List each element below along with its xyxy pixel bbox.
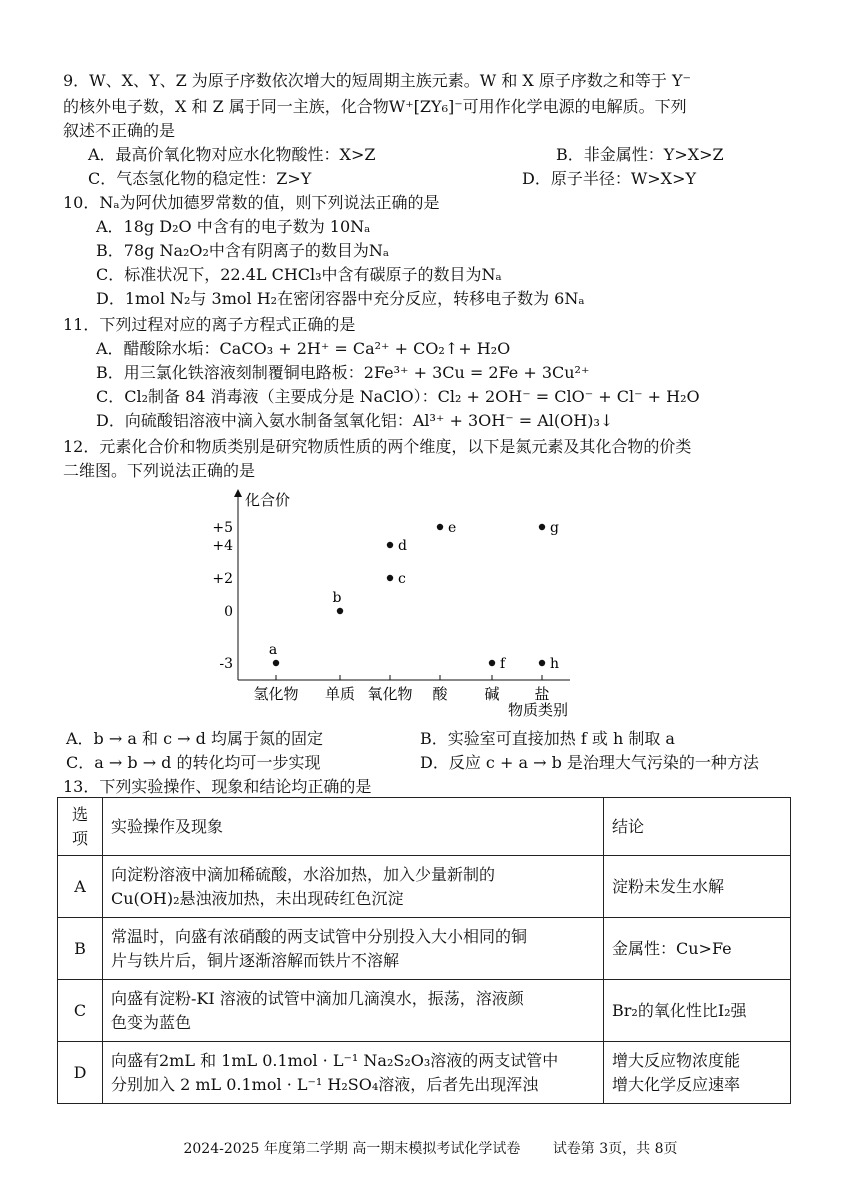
x-tick-label: 氧化物 xyxy=(367,685,413,703)
conclusion-line: 增大化学反应速率 xyxy=(612,1074,741,1094)
table-header-row xyxy=(58,798,791,856)
q12-stem-line1: 12．元素化合价和物质类别是研究物质性质的两个维度，以下是氮元素及其化合物的价类 xyxy=(63,437,692,456)
operation-line: Cu(OH)₂悬浊液加热，未出现砖红色沉淀 xyxy=(111,888,404,908)
q10-option-a: A．18g D₂O 中含有的电子数为 10Nₐ xyxy=(96,217,371,236)
q10-option-c: C．标准状况下，22.4L CHCl₃中含有碳原子的数目为Nₐ xyxy=(96,265,502,284)
operation-line: 片与铁片后，铜片逐渐溶解而铁片不溶解 xyxy=(111,950,400,970)
point-label-d: d xyxy=(398,538,407,554)
q10-option-d: D．1mol N₂与 3mol H₂在密闭容器中充分反应，转移电子数为 6Nₐ xyxy=(96,289,585,308)
q9-option-c: C．气态氢化物的稳定性：Z>Y xyxy=(88,169,312,188)
conclusion-line: 淀粉未发生水解 xyxy=(612,876,725,896)
q9-option-b: B．非金属性：Y>X>Z xyxy=(556,145,724,164)
header-conclusion: 结论 xyxy=(604,798,791,856)
point-label-h: h xyxy=(550,656,560,672)
operation-line: 向盛有淀粉-KI 溶液的试管中滴加几滴溴水，振荡，溶液颜 xyxy=(111,988,524,1008)
page-footer xyxy=(0,1138,861,1158)
q13-stem: 13．下列实验操作、现象和结论均正确的是 xyxy=(63,777,372,796)
point-g xyxy=(539,524,545,530)
operation-line: 色变为蓝色 xyxy=(111,1012,192,1032)
row-conclusion xyxy=(604,1042,791,1104)
footer-page-number: 试卷第 3页，共 8页 xyxy=(552,1141,678,1157)
row-conclusion xyxy=(604,980,791,1042)
operation-line: 常温时，向盛有浓硝酸的两支试管中分别投入大小相同的铜 xyxy=(111,926,528,946)
operation-line: 向淀粉溶液中滴加稀硫酸，水浴加热，加入少量新制的 xyxy=(111,864,496,884)
point-c xyxy=(387,575,393,581)
point-label-e: e xyxy=(448,520,457,536)
table-row xyxy=(58,856,791,918)
q11-option-b: B．用三氯化铁溶液刻制覆铜电路板：2Fe³⁺ + 3Cu = 2Fe + 3Cu²⁺ xyxy=(96,363,590,382)
y-tick-label: +4 xyxy=(212,538,233,554)
q12-option-a: A．b → a 和 c → d 均属于氮的固定 xyxy=(66,729,323,748)
q12-option-c: C．a → b → d 的转化均可一步实现 xyxy=(66,753,321,772)
row-operation xyxy=(103,856,604,918)
row-conclusion xyxy=(604,856,791,918)
operation-line: 分别加入 2 mL 0.1mol · L⁻¹ H₂SO₄溶液，后者先出现浑浊 xyxy=(111,1074,539,1094)
point-a xyxy=(273,660,279,666)
q11-option-c: C．Cl₂制备 84 消毒液（主要成分是 NaClO）：Cl₂ + 2OH⁻ = ClO⁻ + Cl⁻ + H₂O xyxy=(96,387,700,406)
experiment-table xyxy=(57,797,791,1104)
q12-option-b: B．实验室可直接加热 f 或 h 制取 a xyxy=(420,729,675,748)
y-axis-label: 化合价 xyxy=(245,491,291,509)
row-option: B xyxy=(58,918,103,980)
q11-option-a: A．醋酸除水垢：CaCO₃ + 2H⁺ = Ca²⁺ + CO₂↑+ H₂O xyxy=(96,339,511,358)
point-label-f: f xyxy=(500,656,506,672)
table-row xyxy=(58,918,791,980)
q9-option-d: D．原子半径：W>X>Y xyxy=(522,169,697,188)
q12-stem-line2: 二维图。下列说法正确的是 xyxy=(63,461,256,480)
row-option: D xyxy=(58,1042,103,1104)
row-operation xyxy=(103,918,604,980)
point-label-g: g xyxy=(550,520,559,536)
q12-option-d: D．反应 c + a → b 是治理大气污染的一种方法 xyxy=(420,753,759,772)
point-b xyxy=(337,608,343,614)
conclusion-line: 增大反应物浓度能 xyxy=(612,1050,741,1070)
q11-stem: 11．下列过程对应的离子方程式正确的是 xyxy=(63,315,356,334)
q11-option-d: D．向硫酸铝溶液中滴入氨水制备氢氧化铝：Al³⁺ + 3OH⁻ = Al(OH)₃↓ xyxy=(96,411,614,430)
row-conclusion xyxy=(604,918,791,980)
header-operation: 实验操作及现象 xyxy=(103,798,604,856)
y-tick-label: 0 xyxy=(224,604,233,620)
point-d xyxy=(387,542,393,548)
q10-option-b: B．78g Na₂O₂中含有阴离子的数目为Nₐ xyxy=(96,241,390,260)
q9-stem-line2: 的核外电子数，X 和 Z 属于同一主族，化合物W⁺[ZY₆]⁻可用作化学电源的电解质。下列 xyxy=(63,97,687,116)
q9-stem-line1: 9．W、X、Y、Z 为原子序数依次增大的短周期主族元素。W 和 X 原子序数之和等于 Y⁻ xyxy=(63,71,691,90)
y-tick-label: +5 xyxy=(212,520,233,536)
row-operation xyxy=(103,1042,604,1104)
point-label-a: a xyxy=(268,642,278,658)
point-label-b: b xyxy=(332,590,342,606)
header-option: 选项 xyxy=(58,798,103,856)
y-tick-label: +2 xyxy=(212,571,233,587)
x-tick-label: 碱 xyxy=(484,685,500,703)
q9-option-a: A．最高价氧化物对应水化物酸性：X>Z xyxy=(88,145,376,164)
operation-line: 向盛有2mL 和 1mL 0.1mol · L⁻¹ Na₂S₂O₃溶液的两支试管中 xyxy=(111,1050,559,1070)
point-e xyxy=(437,524,443,530)
x-tick-label: 酸 xyxy=(432,685,448,703)
conclusion-line: Br₂的氧化性比I₂强 xyxy=(612,1000,747,1020)
x-axis-label: 物质类别 xyxy=(508,701,569,719)
point-f xyxy=(489,660,495,666)
row-option: A xyxy=(58,856,103,918)
conclusion-line: 金属性：Cu>Fe xyxy=(612,938,732,958)
valence-category-chart xyxy=(205,485,605,725)
point-h xyxy=(539,660,545,666)
footer-title: 2024-2025 年度第二学期 高一期末模拟考试化学试卷 xyxy=(183,1141,521,1157)
x-tick-label: 单质 xyxy=(324,685,356,703)
q10-stem: 10．Nₐ为阿伏加德罗常数的值，则下列说法正确的是 xyxy=(63,193,440,212)
table-row xyxy=(58,980,791,1042)
table-row xyxy=(58,1042,791,1104)
row-operation xyxy=(103,980,604,1042)
x-tick-label: 盐 xyxy=(534,685,550,703)
q9-stem-line3: 叙述不正确的是 xyxy=(63,121,176,140)
row-option: C xyxy=(58,980,103,1042)
y-tick-label: -3 xyxy=(219,656,233,672)
x-tick-label: 氢化物 xyxy=(253,685,299,703)
point-label-c: c xyxy=(398,571,406,587)
